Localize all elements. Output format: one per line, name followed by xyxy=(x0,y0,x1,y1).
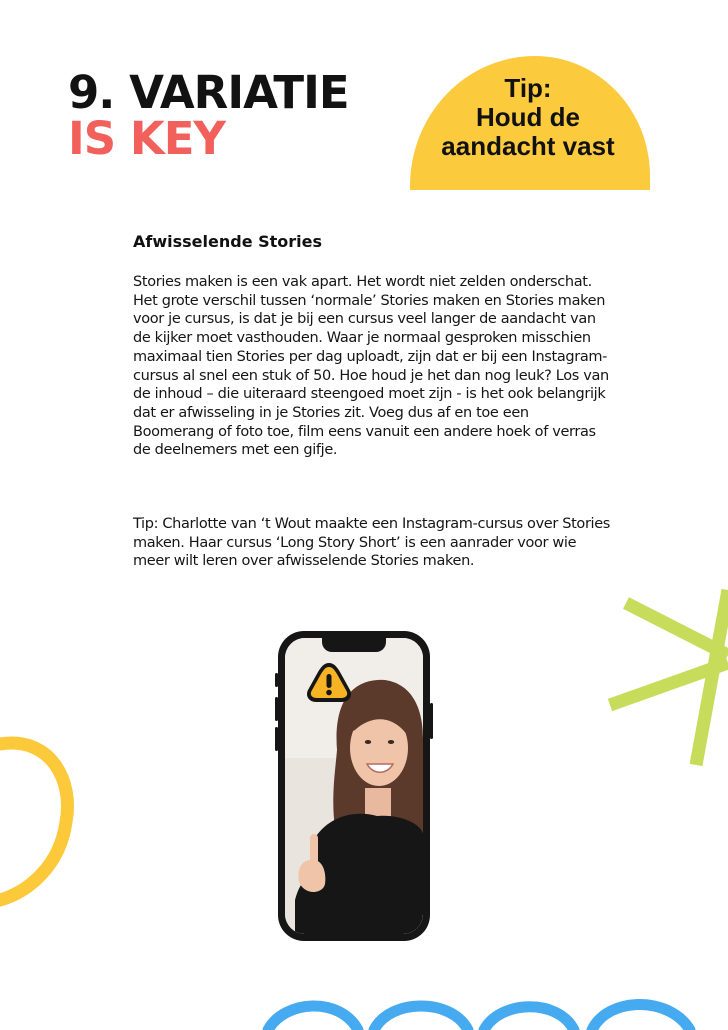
page-title xyxy=(68,66,349,165)
phone-notch xyxy=(322,638,386,652)
phone-volume-down-button xyxy=(275,727,278,751)
phone-screen xyxy=(285,638,423,934)
tip-paragraph: Tip: Charlotte van ‘t Wout maakte een Instagram-cursus over Stories maken. Haar cursus ‘Long Story Short’ is een aanrader voor wie meer wilt leren over afwisselende Stories maken. xyxy=(133,516,611,570)
wave-decoration xyxy=(262,992,728,1030)
page-title-line1: 9. VARIATIE xyxy=(68,66,349,119)
phone-volume-up-button xyxy=(275,697,278,721)
phone-side-button xyxy=(275,673,278,687)
body-paragraph: Stories maken is een vak apart. Het wordt niet zelden onderschat. Het grote verschil tussen ‘normale’ Stories maken en Stories maken voor je cursus, is dat je bij een cursus veel langer de aandacht van de kijker moet vasthouden. Waar je normaal gesproken misschien maximaal tien Stories per dag uploadt, zijn dat er bij een Instagram-cursus al snel een stuk of 50. Hoe houd je het dan nog leuk? Los van de inhoud – die uiteraard steengoed moet zijn - is het ook belangrijk dat er afwisseling in je Stories zit. Voeg dus af en toe een Boomerang of foto toe, film eens vanuit een andere hoek of verras de deelnemers met een gifje. xyxy=(133,274,609,459)
phone-power-button xyxy=(430,703,433,739)
tip-text-line1: Houd de xyxy=(476,102,580,132)
tip-label: Tip: xyxy=(504,73,552,103)
section-title: Afwisselende Stories xyxy=(133,232,323,251)
asterisk-decoration xyxy=(600,585,728,770)
tip-text-line2: aandacht vast xyxy=(441,131,615,161)
phone-mockup xyxy=(278,631,430,941)
circle-decoration xyxy=(0,730,80,910)
page-title-line2: IS KEY xyxy=(68,112,226,165)
tip-badge xyxy=(410,74,646,161)
warning-icon xyxy=(305,660,353,706)
